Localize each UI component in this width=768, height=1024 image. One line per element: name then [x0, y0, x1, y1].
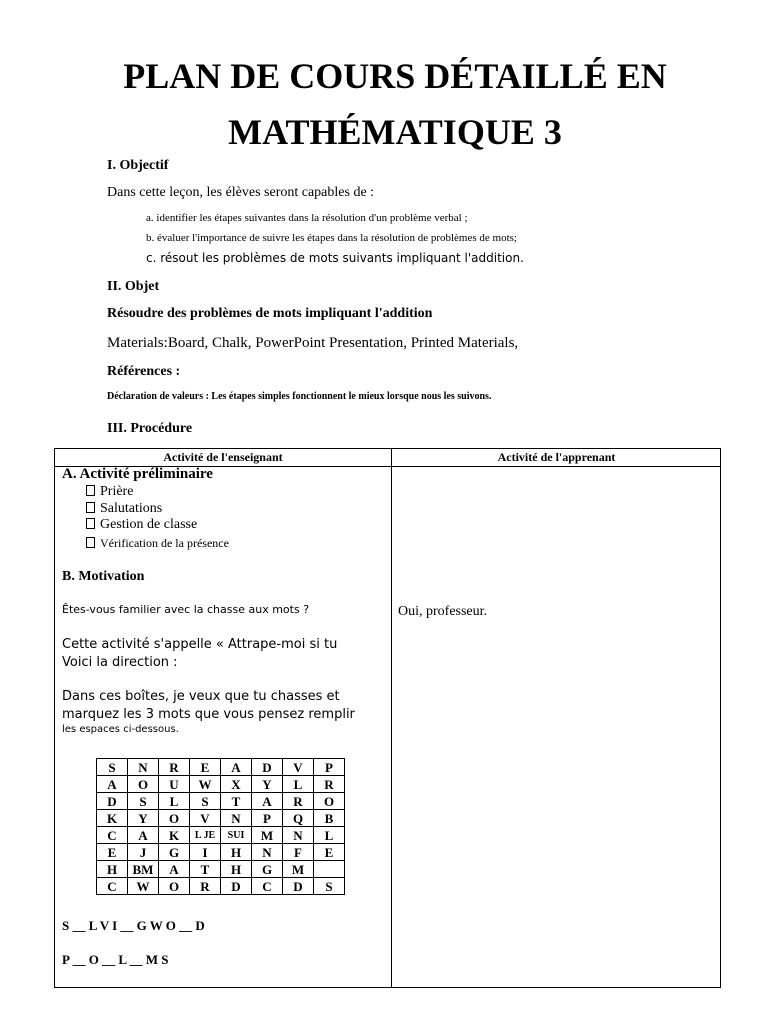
direction-line-3: les espaces ci-dessous.: [62, 724, 179, 735]
prelim-item-label: Gestion de classe: [100, 517, 198, 532]
grid-cell: D: [252, 759, 283, 776]
grid-cell: R: [314, 776, 345, 793]
grid-cell: Y: [252, 776, 283, 793]
grid-row: [97, 759, 345, 776]
grid-cell: O: [159, 878, 190, 895]
grid-cell: [314, 861, 345, 878]
grid-row: [97, 776, 345, 793]
grid-row: [97, 878, 345, 895]
objective-item-b: b. évaluer l'importance de suivre les étapes dans la résolution de problèmes de mots;: [146, 232, 517, 244]
grid-cell: G: [159, 844, 190, 861]
grid-cell: O: [128, 776, 159, 793]
grid-cell: E: [97, 844, 128, 861]
grid-cell: A: [252, 793, 283, 810]
grid-cell: O: [314, 793, 345, 810]
references-heading: Références :: [107, 364, 181, 379]
grid-cell: M: [283, 861, 314, 878]
grid-cell: N: [283, 827, 314, 844]
grid-row: [97, 793, 345, 810]
grid-cell: L: [314, 827, 345, 844]
grid-cell: Q: [283, 810, 314, 827]
objective-item-c: c. résout les problèmes de mots suivants impliquant l'addition.: [146, 251, 524, 265]
grid-cell: V: [190, 810, 221, 827]
learner-answer: Oui, professeur.: [398, 604, 488, 619]
learner-column-header: Activité de l'apprenant: [497, 450, 616, 464]
title-line-1: PLAN DE COURS DÉTAILLÉ EN: [123, 56, 667, 96]
grid-row: [97, 861, 345, 878]
grid-cell: C: [97, 878, 128, 895]
materials-text: Materials:Board, Chalk, PowerPoint Presentation, Printed Materials,: [107, 335, 519, 351]
grid-cell: G: [252, 861, 283, 878]
grid-cell: A: [221, 759, 252, 776]
checkbox-icon: [86, 502, 95, 513]
grid-cell: K: [159, 827, 190, 844]
grid-cell: S: [128, 793, 159, 810]
grid-cell: U: [159, 776, 190, 793]
column-divider: [391, 449, 392, 987]
subject-heading: II. Objet: [107, 279, 160, 294]
grid-cell: L JE: [190, 827, 221, 844]
grid-cell: S: [97, 759, 128, 776]
grid-cell: Y: [128, 810, 159, 827]
grid-cell: H: [97, 861, 128, 878]
procedure-heading: III. Procédure: [107, 421, 193, 436]
grid-cell: A: [97, 776, 128, 793]
grid-cell: T: [190, 861, 221, 878]
grid-cell: B: [314, 810, 345, 827]
teacher-column-header: Activité de l'enseignant: [163, 450, 283, 464]
grid-cell: E: [314, 844, 345, 861]
grid-cell: I: [190, 844, 221, 861]
checkbox-icon: [86, 485, 95, 496]
subject-topic: Résoudre des problèmes de mots impliquant l'addition: [107, 306, 433, 321]
grid-cell: W: [128, 878, 159, 895]
grid-cell: D: [221, 878, 252, 895]
grid-cell: N: [128, 759, 159, 776]
prelim-item-label: Salutations: [100, 501, 163, 516]
page-title: [0, 48, 768, 160]
preliminary-heading: A. Activité préliminaire: [62, 466, 213, 482]
grid-cell: P: [252, 810, 283, 827]
motivation-question: Êtes-vous familier avec la chasse aux mots ?: [62, 603, 310, 616]
grid-cell: R: [283, 793, 314, 810]
objective-heading: I. Objectif: [107, 158, 169, 173]
prelim-item: [86, 517, 197, 533]
grid-cell: H: [221, 844, 252, 861]
checkbox-icon: [86, 537, 95, 548]
blank-word-1: S __ L V I __ G W O __ D: [62, 918, 205, 933]
grid-cell: BM: [128, 861, 159, 878]
title-line-2: MATHÉMATIQUE 3: [228, 112, 562, 152]
direction-line-2: marquez les 3 mots que vous pensez remplir: [62, 707, 355, 722]
grid-cell: N: [252, 844, 283, 861]
blank-word-2: P __ O __ L __ M S: [62, 952, 169, 967]
grid-cell: SUI: [221, 827, 252, 844]
grid-cell: D: [97, 793, 128, 810]
grid-cell: A: [159, 861, 190, 878]
grid-cell: X: [221, 776, 252, 793]
motivation-heading: B. Motivation: [62, 569, 145, 584]
activity-line-1: Cette activité s'appelle « Attrape-moi si tu: [62, 637, 338, 652]
grid-cell: L: [283, 776, 314, 793]
grid-cell: J: [128, 844, 159, 861]
grid-cell: D: [283, 878, 314, 895]
grid-cell: F: [283, 844, 314, 861]
direction-line-1: Dans ces boîtes, je veux que tu chasses et: [62, 689, 340, 704]
grid-cell: K: [97, 810, 128, 827]
word-search-grid: [96, 758, 345, 895]
prelim-item: [86, 501, 162, 517]
grid-cell: C: [252, 878, 283, 895]
grid-cell: V: [283, 759, 314, 776]
grid-cell: S: [190, 793, 221, 810]
prelim-item: [86, 484, 133, 500]
grid-cell: S: [314, 878, 345, 895]
grid-cell: E: [190, 759, 221, 776]
grid-cell: R: [190, 878, 221, 895]
grid-row: [97, 844, 345, 861]
grid-cell: A: [128, 827, 159, 844]
objective-intro: Dans cette leçon, les élèves seront capables de :: [107, 185, 375, 200]
activity-line-2: Voici la direction :: [62, 655, 178, 670]
grid-cell: H: [221, 861, 252, 878]
value-statement: Déclaration de valeurs : Les étapes simples fonctionnent le mieux lorsque nous les suivons.: [107, 391, 492, 402]
grid-row: [97, 827, 345, 844]
grid-cell: N: [221, 810, 252, 827]
grid-cell: L: [159, 793, 190, 810]
grid-cell: P: [314, 759, 345, 776]
objective-item-a: a. identifier les étapes suivantes dans la résolution d'un problème verbal ;: [146, 212, 468, 224]
prelim-item-label: Prière: [100, 484, 134, 499]
prelim-item-label: Vérification de la présence: [100, 536, 229, 550]
prelim-item: [86, 536, 229, 551]
grid-cell: R: [159, 759, 190, 776]
checkbox-icon: [86, 518, 95, 529]
grid-cell: C: [97, 827, 128, 844]
grid-cell: M: [252, 827, 283, 844]
grid-cell: O: [159, 810, 190, 827]
grid-cell: T: [221, 793, 252, 810]
grid-cell: W: [190, 776, 221, 793]
grid-row: [97, 810, 345, 827]
